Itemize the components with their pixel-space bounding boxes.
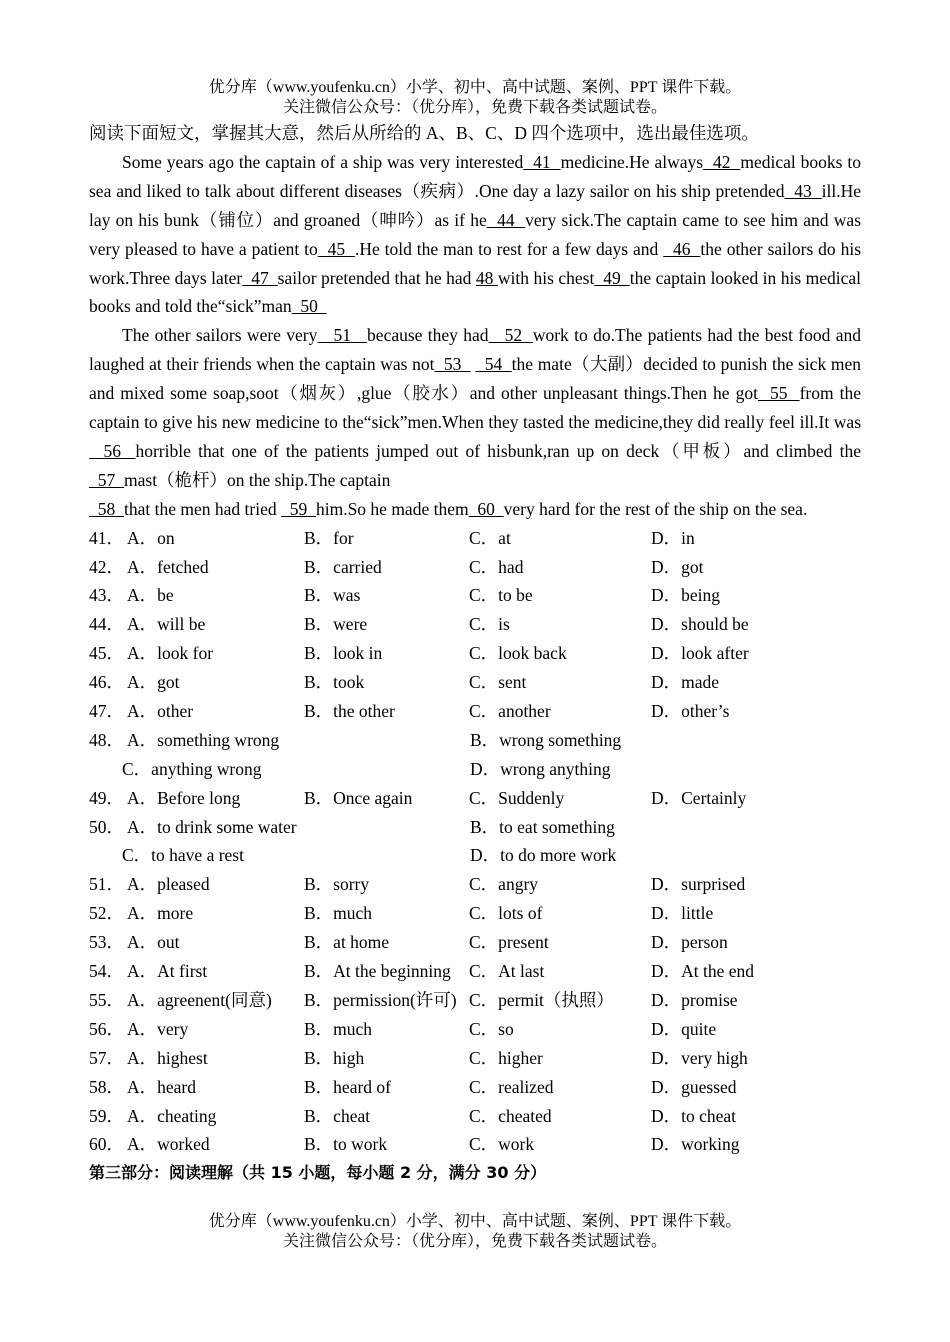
question-number: 48． bbox=[89, 729, 124, 750]
option-a: A．Before long bbox=[127, 787, 241, 808]
passage-text: because they had bbox=[367, 325, 489, 346]
passage-text: work to do.The patients had the best food and laughed at their friends when the captain was not bbox=[89, 325, 861, 375]
header-line-2: 关注微信公众号：（优分库），免费下载各类试题试卷。 bbox=[282, 99, 667, 116]
question-49 bbox=[89, 784, 861, 813]
question-number: 46． bbox=[89, 672, 124, 693]
blank-48: 48 bbox=[475, 267, 498, 288]
blank-50: 50 bbox=[291, 296, 327, 317]
option-b: B．took bbox=[304, 672, 365, 693]
instruction: 阅读下面短文，掌握其大意，然后从所给的 A、B、C、D 四个选项中，选出最佳选项。 bbox=[89, 123, 759, 143]
question-number: 44． bbox=[89, 614, 124, 635]
question-number: 60． bbox=[89, 1134, 124, 1155]
question-50 bbox=[89, 813, 861, 842]
option-c: C．another bbox=[469, 701, 551, 722]
option-a: A．more bbox=[127, 903, 194, 924]
option-b: B．Once again bbox=[304, 787, 413, 808]
option-b: B．cheat bbox=[304, 1105, 371, 1126]
footer-line-2: 关注微信公众号：（优分库），免费下载各类试题试卷。 bbox=[282, 1233, 667, 1250]
question-43 bbox=[89, 581, 861, 610]
option-d: D．to cheat bbox=[651, 1105, 737, 1126]
question-number: 51． bbox=[89, 874, 124, 895]
option-b: B．wrong something bbox=[470, 729, 622, 750]
option-b: B．to work bbox=[304, 1134, 388, 1155]
passage-text: very hard for the rest of the ship on the sea. bbox=[503, 498, 808, 519]
question-52 bbox=[89, 899, 861, 928]
option-d: D．quite bbox=[651, 1018, 717, 1039]
passage-text: from the captain to give his new medicine to the“sick”men.When they tasted the medicine,they did really feel ill.It was bbox=[89, 383, 861, 433]
passage-text: with his chest bbox=[497, 267, 595, 288]
option-a: A．be bbox=[127, 585, 174, 606]
question-45 bbox=[89, 639, 861, 668]
option-a: A．pleased bbox=[127, 874, 210, 895]
blank-45: 45 bbox=[317, 238, 355, 259]
question-number: 59． bbox=[89, 1105, 124, 1126]
option-d: D．promise bbox=[651, 989, 738, 1010]
blank-49: 49 bbox=[594, 267, 630, 288]
option-a: A．highest bbox=[127, 1047, 208, 1068]
question-number: 58． bbox=[89, 1076, 124, 1097]
question-59 bbox=[89, 1102, 861, 1131]
exam-content bbox=[89, 119, 861, 1188]
option-d: D．being bbox=[651, 585, 721, 606]
option-d: D．should be bbox=[651, 614, 749, 635]
option-c: C．look back bbox=[469, 643, 567, 664]
question-48-cont bbox=[89, 755, 861, 784]
section-title: 第三部分：阅读理解（共 15 小题，每小题 2 分，满分 30 分） bbox=[89, 1163, 547, 1183]
question-60 bbox=[89, 1130, 861, 1159]
option-d: D．other’s bbox=[651, 701, 730, 722]
option-a: A．on bbox=[127, 527, 175, 548]
option-c: C．higher bbox=[469, 1047, 543, 1068]
question-number: 54． bbox=[89, 961, 124, 982]
option-d: D．look after bbox=[651, 643, 749, 664]
option-c: C．had bbox=[469, 556, 524, 577]
option-c: C．realized bbox=[469, 1076, 554, 1097]
passage-text: him.So he made them bbox=[315, 498, 469, 519]
option-b: B．look in bbox=[304, 643, 383, 664]
passage-paragraph-1 bbox=[89, 148, 861, 321]
option-d: D．Certainly bbox=[651, 787, 747, 808]
question-number: 43． bbox=[89, 585, 124, 606]
question-50-cont bbox=[89, 841, 861, 870]
passage-text: sailor pretended that he had bbox=[277, 267, 472, 288]
blank-42: 42 bbox=[703, 151, 741, 172]
option-d: D．surprised bbox=[651, 874, 746, 895]
passage-text: that the men had tried bbox=[124, 498, 277, 519]
option-d: D．made bbox=[651, 672, 720, 693]
question-58 bbox=[89, 1073, 861, 1102]
question-list bbox=[89, 524, 861, 1160]
blank-46: 46 bbox=[663, 238, 701, 259]
option-c: C．sent bbox=[469, 672, 527, 693]
question-number: 41． bbox=[89, 527, 124, 548]
question-number: 45． bbox=[89, 643, 124, 664]
question-number: 52． bbox=[89, 903, 124, 924]
blank-55: 55 bbox=[757, 383, 800, 404]
footer-line-1: 优分库（www.youfenku.cn）小学、初中、高中试题、案例、PPT 课件下载。 bbox=[208, 1213, 742, 1230]
passage-text: The other sailors were very bbox=[122, 325, 318, 346]
blank-52: 52 bbox=[488, 325, 533, 346]
option-d: D．in bbox=[651, 527, 695, 548]
question-51 bbox=[89, 870, 861, 899]
question-number: 53． bbox=[89, 932, 124, 953]
passage bbox=[89, 148, 861, 524]
option-d: D．person bbox=[651, 932, 728, 953]
option-d: D．guessed bbox=[651, 1076, 737, 1097]
blank-53: 53 bbox=[434, 354, 471, 375]
blank-44: 44 bbox=[486, 209, 526, 230]
passage-paragraph-2 bbox=[89, 321, 861, 523]
option-b: B．the other bbox=[304, 701, 395, 722]
question-47 bbox=[89, 697, 861, 726]
option-c: C．work bbox=[469, 1134, 535, 1155]
question-number: 55． bbox=[89, 989, 124, 1010]
passage-text: ill.He lay on his bunk（铺位）and groaned（呻吟）as if he bbox=[89, 180, 861, 230]
option-a: A．got bbox=[127, 672, 180, 693]
option-c: C．at bbox=[469, 527, 511, 548]
blank-51: 51 bbox=[317, 325, 368, 346]
question-56 bbox=[89, 1015, 861, 1044]
blank-47: 47 bbox=[242, 267, 278, 288]
option-c: C．to be bbox=[469, 585, 533, 606]
option-d: D．working bbox=[651, 1134, 740, 1155]
option-a: A．will be bbox=[127, 614, 206, 635]
question-41 bbox=[89, 524, 861, 553]
option-c: C．is bbox=[469, 614, 510, 635]
option-a: A．worked bbox=[127, 1134, 210, 1155]
option-b: B．to eat something bbox=[470, 816, 615, 837]
option-c: C．cheated bbox=[469, 1105, 552, 1126]
option-c: C．Suddenly bbox=[469, 787, 565, 808]
option-b: B．At the beginning bbox=[304, 961, 451, 982]
option-a: A．cheating bbox=[127, 1105, 217, 1126]
question-number: 47． bbox=[89, 701, 124, 722]
option-a: A．something wrong bbox=[127, 729, 280, 750]
option-c: C．present bbox=[469, 932, 549, 953]
passage-text: medical books to sea and liked to talk about different diseases（疾病）.One day a lazy sailor on his ship pretended bbox=[89, 151, 862, 201]
option-b: B．were bbox=[304, 614, 368, 635]
option-c: C．anything wrong bbox=[122, 758, 262, 779]
option-c: C．At last bbox=[469, 961, 545, 982]
passage-text: .He told the man to rest for a few days and bbox=[354, 238, 659, 259]
option-b: B．was bbox=[304, 585, 361, 606]
option-d: D．to do more work bbox=[470, 845, 617, 866]
question-48 bbox=[89, 726, 861, 755]
question-number: 49． bbox=[89, 787, 124, 808]
option-d: D．very high bbox=[651, 1047, 748, 1068]
option-b: B．for bbox=[304, 527, 354, 548]
option-a: A．fetched bbox=[127, 556, 209, 577]
option-b: B．much bbox=[304, 1018, 373, 1039]
passage-text: Some years ago the captain of a ship was very interested bbox=[122, 151, 524, 172]
passage-text: the mate（大副）decided to punish the sick men and mixed some soap,soot（烟灰）,glue（胶水）and other unpleasant things.Then he got bbox=[89, 354, 862, 404]
question-44 bbox=[89, 610, 861, 639]
option-c: C．so bbox=[469, 1018, 514, 1039]
question-46 bbox=[89, 668, 861, 697]
option-b: B．much bbox=[304, 903, 373, 924]
question-55 bbox=[89, 986, 861, 1015]
option-a: A．heard bbox=[127, 1076, 197, 1097]
option-b: B．permission(许可) bbox=[304, 989, 457, 1010]
passage-text: medicine.He always bbox=[560, 151, 704, 172]
question-57 bbox=[89, 1044, 861, 1073]
blank-43: 43 bbox=[784, 180, 822, 201]
passage-text: horrible that one of the patients jumped out of hisbunk,ran up on deck（甲板）and climbed the bbox=[135, 440, 862, 461]
option-d: D．At the end bbox=[651, 961, 755, 982]
option-c: C．angry bbox=[469, 874, 539, 895]
passage-text: the other sailors do his work.Three days later bbox=[89, 238, 862, 288]
blank-57: 57 bbox=[89, 469, 124, 490]
option-d: D．got bbox=[651, 556, 704, 577]
passage-text: very sick.The captain came to see him and was very pleased to have a patient to bbox=[89, 209, 861, 259]
question-number: 42． bbox=[89, 556, 124, 577]
question-number: 57． bbox=[89, 1047, 124, 1068]
option-a: A．look for bbox=[127, 643, 214, 664]
option-d: D．little bbox=[651, 903, 714, 924]
option-a: A．to drink some water bbox=[127, 816, 297, 837]
option-a: A．agreenent(同意) bbox=[127, 989, 272, 1010]
question-54 bbox=[89, 957, 861, 986]
question-number: 56． bbox=[89, 1018, 124, 1039]
passage-text: mast（桅杆）on the ship.The captain bbox=[124, 469, 391, 490]
option-b: B．high bbox=[304, 1047, 365, 1068]
option-c: C．permit（执照） bbox=[469, 989, 614, 1010]
option-b: B．carried bbox=[304, 556, 382, 577]
question-42 bbox=[89, 553, 861, 582]
blank-59: 59 bbox=[280, 498, 316, 519]
blank-56: 56 bbox=[89, 440, 136, 461]
passage-text: the captain looked in his medical books and told the“sick”man bbox=[89, 267, 862, 317]
option-b: B．heard of bbox=[304, 1076, 391, 1097]
option-a: A．very bbox=[127, 1018, 189, 1039]
header-line-1: 优分库（www.youfenku.cn）小学、初中、高中试题、案例、PPT 课件下载。 bbox=[208, 79, 742, 96]
option-d: D．wrong anything bbox=[470, 758, 611, 779]
question-number: 50． bbox=[89, 816, 124, 837]
question-53 bbox=[89, 928, 861, 957]
blank-60: 60 bbox=[468, 498, 504, 519]
option-b: B．at home bbox=[304, 932, 390, 953]
blank-54: 54 bbox=[475, 354, 512, 375]
blank-41: 41 bbox=[523, 151, 561, 172]
option-c: C．to have a rest bbox=[122, 845, 244, 866]
option-b: B．sorry bbox=[304, 874, 370, 895]
option-a: A．out bbox=[127, 932, 180, 953]
option-c: C．lots of bbox=[469, 903, 543, 924]
option-a: A．At first bbox=[127, 961, 208, 982]
option-a: A．other bbox=[127, 701, 194, 722]
blank-58: 58 bbox=[89, 498, 124, 519]
